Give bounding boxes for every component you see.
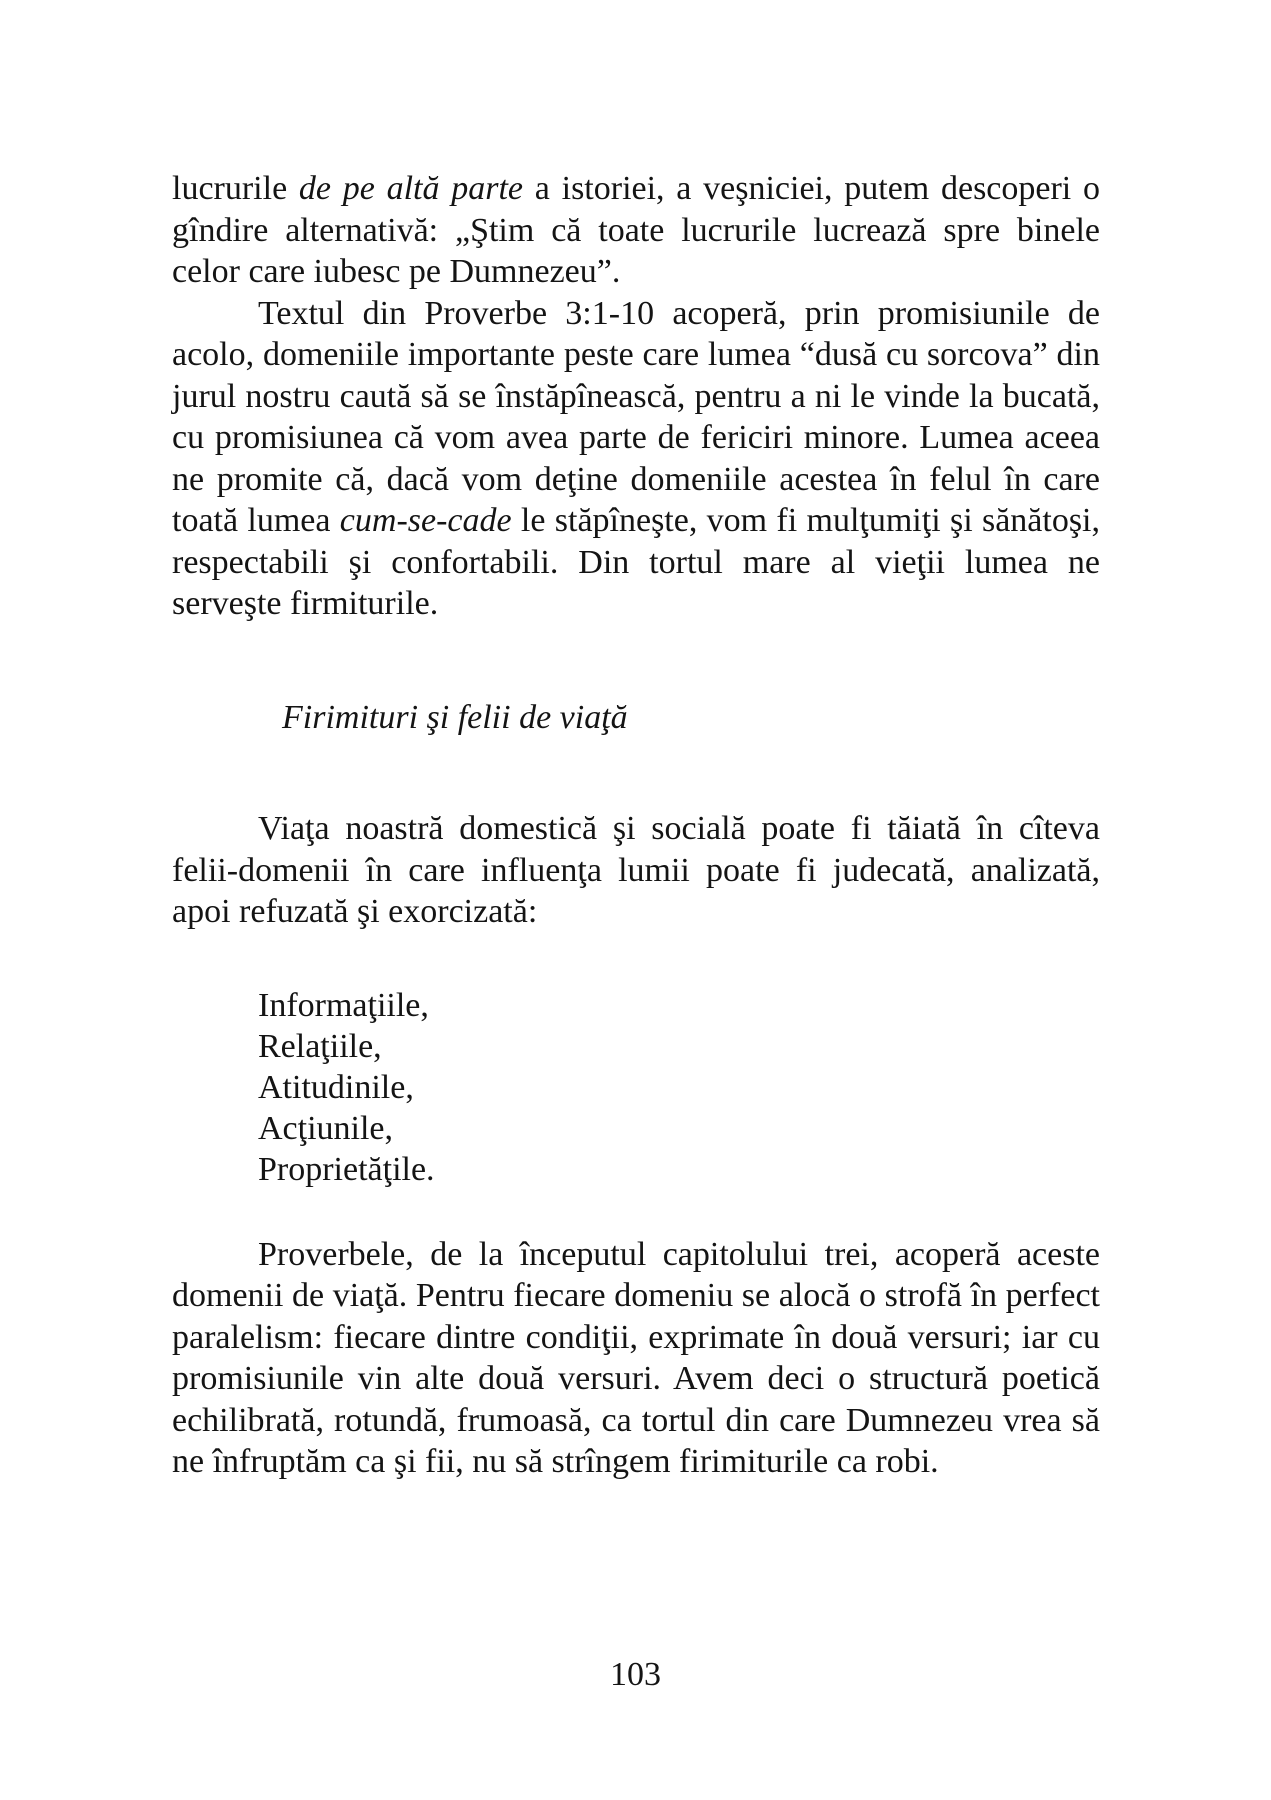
list-item: Proprietăţile. bbox=[258, 1150, 435, 1188]
paragraph-1-italic: de pe altă parte bbox=[298, 170, 524, 207]
list-item: Relaţiile, bbox=[258, 1027, 382, 1065]
paragraph-2-italic: cum-se-cade bbox=[339, 502, 512, 539]
paragraph-1-text-end: a istoriei, a veşniciei, putem descoperi o gîndire alternativă: „Ştim că toate lucrurile lucrează spre binele celor care iubesc pe Dumnezeu”. bbox=[172, 170, 1101, 290]
paragraph-2-text-start: Textul din Proverbe 3:1-10 acoperă, prin promisiunile de acolo, domeniile importante peste care lumea “dusă cu sorcova” din jurul nostru caută să se înstăpînească, pentru a ni le vinde la bucată, cu promisiunea că vom avea parte de fericiri minore. Lumea aceea ne promite că, dacă vom deţine domeniile acestea în felul în care toată lumea bbox=[172, 294, 1100, 539]
page-body bbox=[172, 168, 1100, 1483]
paragraph-1 bbox=[172, 168, 1100, 293]
section-title: Firimituri şi felii de viaţă bbox=[282, 698, 628, 736]
page-number: 103 bbox=[610, 1656, 661, 1693]
paragraph-2 bbox=[172, 293, 1100, 625]
domains-list bbox=[258, 985, 1100, 1190]
list-item: Acţiunile, bbox=[258, 1109, 394, 1147]
paragraph-2-text-end: le stăpîneşte, vom fi mulţumiţi şi sănătoşi, respectabili şi confortabili. Din tortul mare al vieţii lumea ne serveşte firmiturile. bbox=[172, 502, 1100, 622]
paragraph-4: Proverbele, de la începutul capitolului trei, acoperă aceste domenii de viaţă. Pentru fiecare domeniu se alocă o strofă în perfect paralelism: fiecare dintre condiţii, exprimate în două versuri; iar cu promisiunile vin alte două versuri. Avem deci o structură poetică echilibrată, rotundă, frumoasă, ca tortul din care Dumnezeu vrea să ne înfruptăm ca şi fii, nu să strîngem firimiturile ca robi. bbox=[172, 1235, 1100, 1480]
paragraph-1-text-start: lucrurile bbox=[172, 170, 299, 207]
list-item: Atitudinile, bbox=[258, 1068, 414, 1106]
paragraph-3: Viaţa noastră domestică şi socială poate fi tăiată în cîteva felii-domenii în care influenţa lumii poate fi judecată, analizată, apoi refuzată şi exorcizată: bbox=[172, 810, 1100, 930]
list-item: Informaţiile, bbox=[258, 986, 429, 1024]
